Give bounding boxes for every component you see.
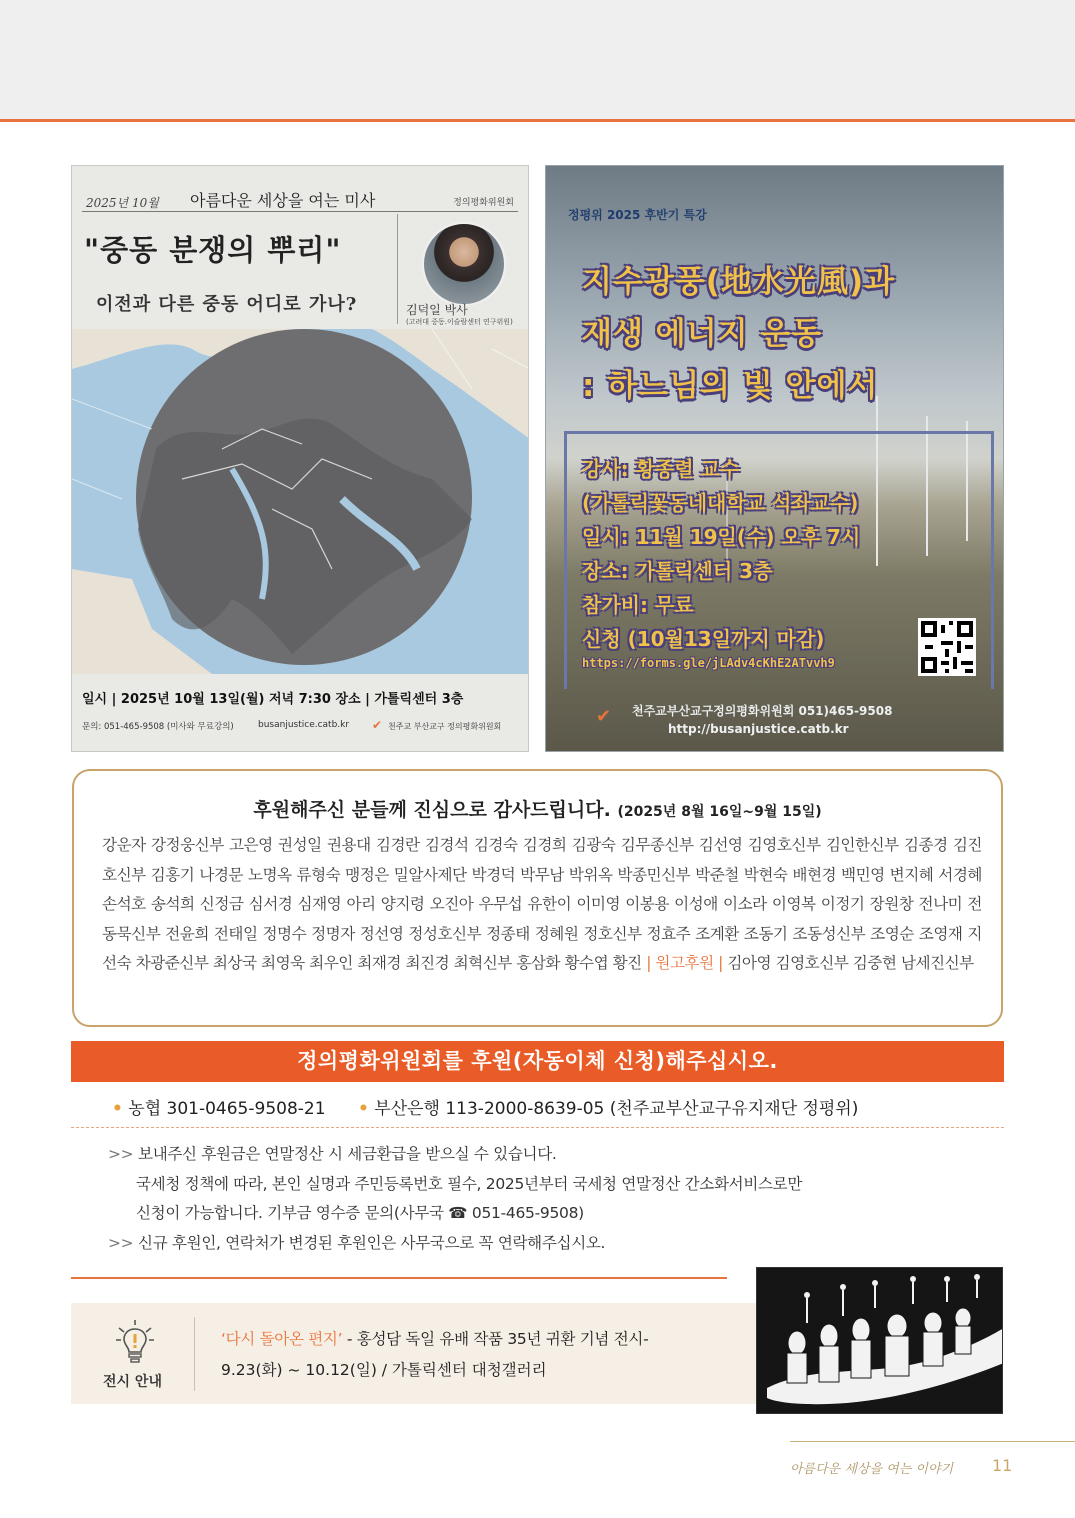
poster-header — [82, 186, 518, 212]
donation-banner: 정의평화위원회를 후원(자동이체 신청)해주십시오. — [71, 1041, 1004, 1082]
signup-url[interactable]: https://forms.gle/jLAdv4cKhE2ATvvh9 — [582, 656, 835, 670]
donor-names-manuscript: 김아영 김영호신부 김중현 남세진신부 — [727, 954, 974, 972]
exhibition-notice — [71, 1303, 756, 1404]
poster-renewable-energy-lecture — [545, 165, 1004, 752]
exhibition-title — [221, 1327, 648, 1349]
poster-subtitle: 정평위 2025 후반기 특강 — [568, 208, 707, 222]
donor-names — [102, 831, 982, 979]
poster-organizer: 천주교부산교구정의평화위원회 051)465-9508 — [632, 704, 893, 718]
poster-title-line: : 하느님의 빛 안에서 — [582, 368, 879, 404]
note-line — [108, 1229, 802, 1259]
speaker-photo — [422, 222, 506, 306]
exhibition-label: 전시 안내 — [103, 1374, 162, 1390]
lightbulb-icon — [115, 1320, 155, 1364]
speaker-name: 김덕일 박사 — [406, 303, 468, 317]
magazine-name: 아름다운 세상을 여는 이야기 — [790, 1462, 954, 1477]
exhibition-name: ‘다시 돌아온 편지’ — [221, 1330, 343, 1348]
note-text: 신청이 가능합니다. 기부금 영수증 문의(사무국 ☎ 051-465-9508) — [136, 1204, 584, 1222]
note-text: 보내주신 후원금은 연말정산 시 세금환급을 받으실 수 있습니다. — [138, 1145, 557, 1163]
detail-line: 일시: 11월 19일(수) 오후 7시 — [582, 525, 861, 549]
detail-line: 참가비: 무료 — [582, 593, 694, 617]
bullet-icon: • — [357, 1099, 369, 1119]
note-line — [108, 1140, 802, 1170]
account-busan: 부산은행 113-2000-8639-05 (천주교부산교구유지재단 정평위) — [374, 1099, 859, 1119]
poster-org-small: 정의평화위원회 — [453, 198, 514, 208]
woodcut-artwork-image — [756, 1267, 1003, 1414]
note-text: 국세청 정책에 따라, 본인 실명과 주민등록번호 필수, 2025년부터 국세청 연말정산 간소화서비스로만 — [136, 1174, 803, 1193]
donor-thanks-box — [72, 769, 1003, 1027]
poster-title — [582, 256, 895, 412]
justice-logo-icon: ✔ — [372, 718, 383, 732]
divider — [194, 1317, 195, 1391]
poster-title: "중동 분쟁의 뿌리" — [84, 233, 342, 267]
poster-date: 2025년 10월 — [86, 196, 159, 210]
qr-code-icon[interactable] — [918, 618, 976, 676]
poster-title-line: 재생 에너지 운동 — [582, 316, 823, 352]
detail-line: 강사: 황종렬 교수 — [582, 457, 740, 481]
poster-title-line: 지수광풍(地水光風)과 — [582, 264, 896, 300]
account-nh: 농협 301-0465-9508-21 — [128, 1099, 326, 1119]
bank-accounts — [112, 1094, 858, 1119]
header-divider — [0, 119, 1075, 122]
bullet-icon: • — [112, 1099, 123, 1119]
poster-website: busanjustice.catb.kr — [258, 720, 350, 730]
section-divider — [71, 1277, 727, 1279]
thanks-heading — [74, 795, 1001, 822]
thanks-title: 후원해주신 분들께 진심으로 감사드립니다. — [253, 799, 611, 821]
poster-series: 아름다운 세상을 여는 미사 — [190, 191, 376, 210]
speaker-affiliation: (고려대 중동.이슬람센터 연구위원) — [406, 318, 513, 326]
note-text: 신규 후원인, 연락처가 변경된 후원인은 사무국으로 꼭 연락해주십시오. — [138, 1233, 606, 1252]
divider — [397, 214, 398, 324]
poster-website[interactable]: http://busanjustice.catb.kr — [668, 722, 849, 736]
exhibition-desc: - 홍성담 독일 유배 작품 35년 귀환 기념 전시- — [342, 1330, 649, 1348]
arrow-marker: >> — [108, 1233, 134, 1252]
detail-line: 신청 (10월13일까지 마감) — [582, 627, 825, 651]
poster-middle-east-lecture — [71, 165, 529, 752]
poster-date-place: 일시 | 2025년 10월 13일(월) 저녁 7:30 장소 | 가톨릭센터 3층 — [82, 692, 464, 707]
poster-details — [582, 452, 860, 656]
thanks-period: (2025년 8월 16일~9월 15일) — [617, 804, 822, 820]
dashed-divider — [71, 1127, 1004, 1128]
detail-line: (가톨릭꽃동네대학교 석좌교수) — [582, 491, 859, 515]
detail-line: 장소: 가톨릭센터 3층 — [582, 559, 773, 583]
donor-names-main: 강운자 강정웅신부 고은영 권성일 권용대 김경란 김경석 김경숙 김경희 김광숙 김무종신부 김선영 김영호신부 김인한신부 김종경 김진호신부 김홍기 나경문 노명옥 류형숙 맹정은 밀알사제단 박경덕 박무남 박위옥 박종민신부 박준철 박현숙 배현경 백민영 변지혜 서경혜 손석호 송석희 신정금 심서경 심재영 아리 양지령 오진아 우무섭 유한이 이미영 이봉용 이성애 이소라 이영복 이정기 장원창 전나미 전동묵신부 전윤희 전태일 정명수 정명자 정선영 정성호신부 정종태 정혜원 정호신부 정효주 조계환 조동기 조동성신부 조영순 조영재 지선숙 차광준신부 최상국 최영욱 최우인 최재경 최진경 최혁신부 홍삼화 황수엽 황진 — [102, 836, 982, 972]
manuscript-label: | 원고후원 | — [646, 954, 723, 972]
footer-rule — [790, 1441, 1075, 1442]
header-band — [0, 0, 1075, 121]
exhibition-dates: 9.23(화) ~ 10.12(일) / 가톨릭센터 대청갤러리 — [221, 1361, 547, 1379]
arrow-marker: >> — [108, 1145, 134, 1163]
justice-logo-icon: ✔ — [596, 706, 612, 727]
poster-subtitle: 이전과 다른 중동 어디로 가나? — [96, 294, 358, 315]
page-number: 11 — [992, 1456, 1013, 1475]
donation-notes — [108, 1140, 802, 1258]
middle-east-map-illustration — [72, 329, 529, 674]
poster-contact: 문의: 051-465-9508 (미사와 무료강의) — [82, 722, 234, 732]
poster-organizer: 천주교 부산교구 정의평화위원회 — [388, 722, 502, 731]
